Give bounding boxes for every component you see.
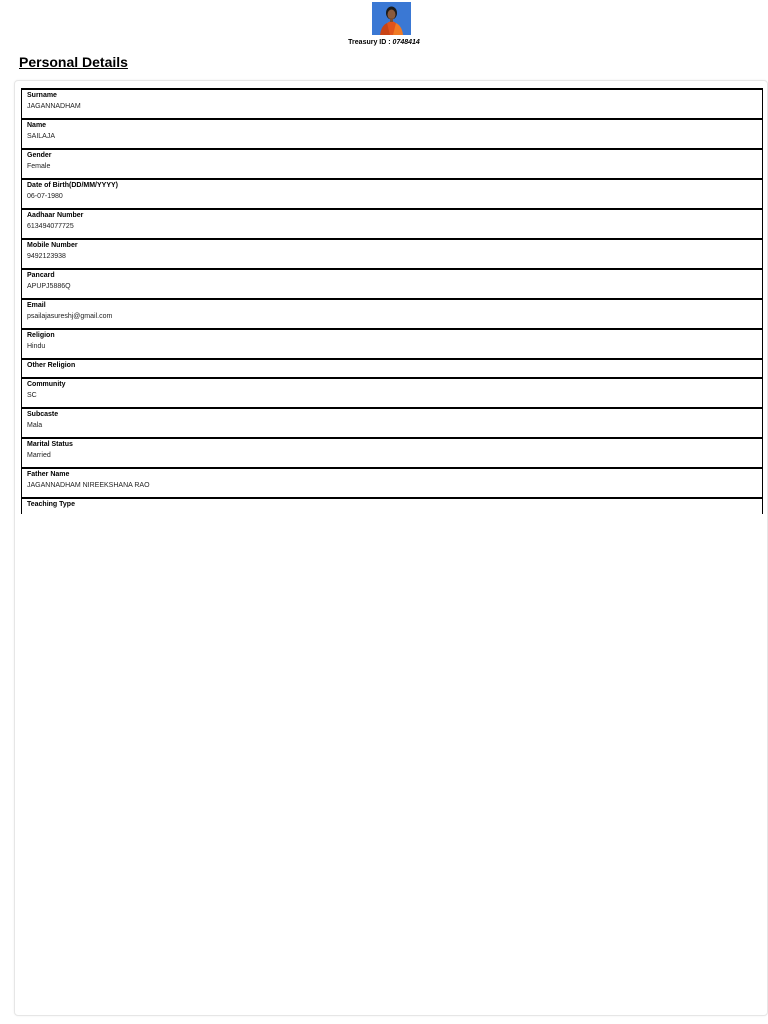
field-row-name (21, 120, 763, 150)
field-label: Religion (27, 332, 55, 339)
field-label: Mobile Number (27, 242, 78, 249)
field-row-marital-status (21, 439, 763, 469)
field-label: Father Name (27, 471, 70, 478)
field-row-date-of-birth (21, 180, 763, 210)
field-row-email (21, 300, 763, 330)
field-label: Aadhaar Number (27, 212, 84, 219)
field-value: APUPJ5886Q (27, 283, 71, 290)
field-row-mobile-number (21, 240, 763, 270)
field-value: SAILAJA (27, 133, 56, 140)
field-label: Surname (27, 92, 57, 99)
treasury-id-value: 0748414 (392, 39, 420, 46)
field-label: Subcaste (27, 411, 59, 418)
field-value: Hindu (27, 343, 46, 350)
field-row-other-religion (21, 360, 763, 379)
field-label: Marital Status (27, 441, 73, 448)
field-value: JAGANNADHAM NIREEKSHANA RAO (27, 482, 150, 489)
treasury-id-line (0, 39, 768, 46)
field-row-gender (21, 150, 763, 180)
field-row-religion (21, 330, 763, 360)
field-label: Pancard (27, 272, 55, 279)
field-row-pancard (21, 270, 763, 300)
field-row-teaching-type (21, 499, 763, 514)
field-label: Community (27, 381, 66, 388)
section-title: Personal Details (19, 54, 128, 70)
field-label: Other Religion (27, 362, 76, 369)
field-row-surname (21, 90, 763, 120)
field-label: Name (27, 122, 47, 129)
field-label: Email (27, 302, 46, 309)
field-label: Gender (27, 152, 52, 159)
field-value: Female (27, 163, 51, 170)
field-value: Married (27, 452, 51, 459)
field-value: 613494077725 (27, 223, 74, 230)
field-label: Teaching Type (27, 501, 75, 508)
treasury-label: Treasury ID : (348, 39, 391, 46)
personal-details-table (21, 88, 763, 514)
field-value: SC (27, 392, 37, 399)
field-row-community (21, 379, 763, 409)
field-value: Mala (27, 422, 43, 429)
field-value: 06-07-1980 (27, 193, 63, 200)
field-row-father-name (21, 469, 763, 499)
field-value: psailajasureshj@gmail.com (27, 313, 113, 320)
field-row-aadhaar-number (21, 210, 763, 240)
profile-photo (372, 2, 411, 35)
field-value: 9492123938 (27, 253, 66, 260)
field-label: Date of Birth(DD/MM/YYYY) (27, 182, 118, 189)
field-row-subcaste (21, 409, 763, 439)
person-photo-icon (372, 2, 411, 35)
field-value: JAGANNADHAM (27, 103, 81, 110)
